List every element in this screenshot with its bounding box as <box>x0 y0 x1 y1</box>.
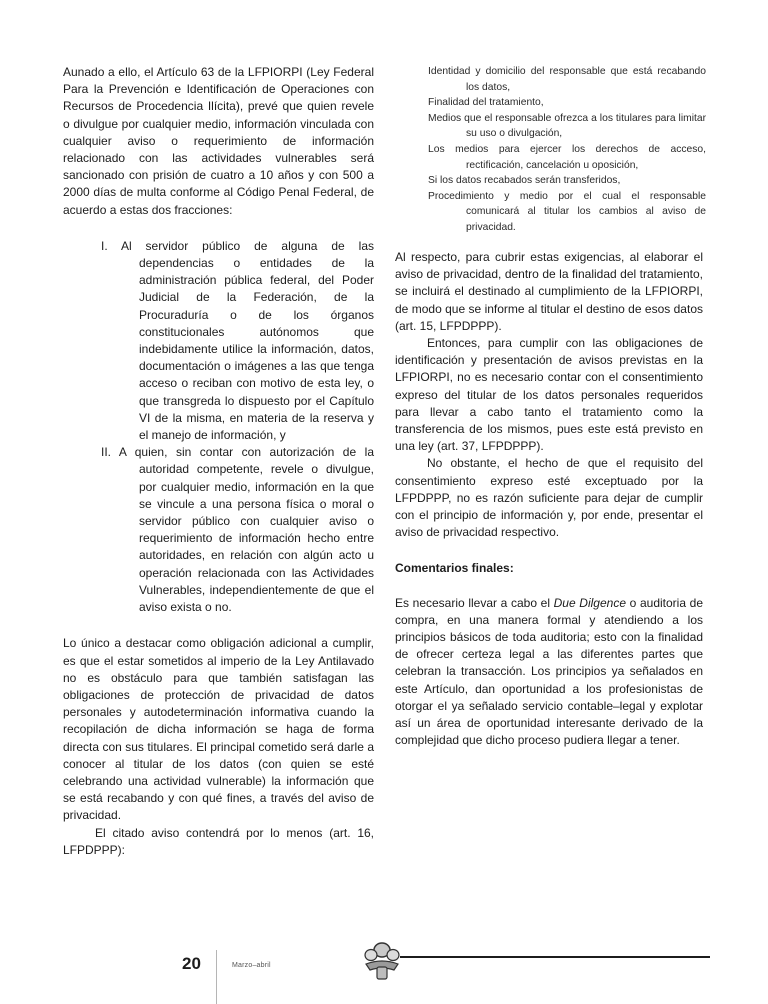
left-column <box>63 64 374 859</box>
issue-label: Marzo–abril <box>232 962 271 969</box>
list-item: II. A quien, sin contar con autorización de la autoridad competente, revele o divulgue, por cualquier medio, información en la que se vincule a una persona física o moral o servidor público con cualquier aviso o requerimiento de información hecho entre autoridades, en relación con algún acto u operación relacionada con las Actividades Vulnerables, independientemente de que el aviso exista o no. <box>101 445 374 615</box>
text-run: Es necesario llevar a cabo el <box>395 595 554 610</box>
paragraph: El citado aviso contendrá por lo menos (art. 16, LFPDPPP): <box>63 825 374 857</box>
italic-term: Due Dilgence <box>553 595 626 610</box>
section-heading: Comentarios finales: <box>395 561 514 576</box>
paragraph: Aunado a ello, el Artículo 63 de la LFPIORPI (Ley Federal Para la Prevención e Identificación de Operaciones con Recursos de Procedencia Ilícita), prevé que quien revele o divulgue por cualquier medio, información vinculada con cualquier aviso o requerimiento de información relacionado con las actividades vulnerables será sancionado con prisión de cuatro a 10 años y con 500 a 2000 días de multa conforme al Código Penal Federal, de acuerdo a estas dos fracciones: <box>63 65 374 217</box>
text-run: o auditoria de compra, en una manera formal y atendiendo a los principios básicos de toda auditoria; esto con la finalidad de ofrecer certeza legal a las diferentes partes que celebran la transacción. Los principios ya señalados en este Artículo, dan oportunidad a los profesionistas de otorgar el ya señalado servicio contable–legal y explotar así un área de oportunidad interesante derivado de la complejidad que dicho proceso pudiera llegar a tener. <box>395 595 703 748</box>
fractions-list <box>101 238 374 616</box>
list-item: Los medios para ejercer los derechos de acceso, rectificación, cancelación u oposición, <box>428 143 706 171</box>
page-number: 20 <box>182 954 201 973</box>
paragraph: Al respecto, para cubrir estas exigencias, al elaborar el aviso de privacidad, dentro de la finalidad del tratamiento, se incluirá el destinado al cumplimiento de la LFPIORPI, de modo que se informe al titular el destino de esos datos (art. 15, LFPDPPP). <box>395 250 703 333</box>
list-item: Medios que el responsable ofrezca a los titulares para limitar su uso o divulgación, <box>428 112 706 140</box>
list-item: Finalidad del tratamiento, <box>428 97 544 109</box>
footer-rule <box>400 956 710 958</box>
privacy-notice-requirements-list <box>428 64 706 236</box>
paragraph: No obstante, el hecho de que el requisito del consentimiento expreso esté exceptuado por la LFPDPPP, no es razón suficiente para dejar de cumplir con el principio de información y, por ende, presentar el aviso de privacidad respectivo. <box>395 456 703 540</box>
list-item: Identidad y domicilio del responsable que está recabando los datos, <box>428 66 706 93</box>
paragraph <box>395 595 703 750</box>
paragraph: Lo único a destacar como obligación adicional a cumplir, es que el estar sometidos al imperio de la Ley Antilavado no es obstáculo para que también satisfagan las obligaciones de protección de privacidad de datos personales y autodeterminación informativa cuando la recopilación de dicha información se haga de forma directa con sus titulares. El principal cometido será darle a conocer al titular de los datos (con quien se esté celebrando una actividad vulnerable) la información que se está recabando y con qué fines, a través del aviso de privacidad. <box>63 636 374 823</box>
list-item: I. Al servidor público de alguna de las dependencias o entidades de la administración pública federal, del Poder Judicial de la Federación, de la Procuraduría o de los órganos constitucionales autónomos que indebidamente utilice la información, datos, documentación o imágenes a las que tenga acceso o reciban con motivo de esta ley, o que transgreda lo dispuesto por el Capítulo VI de la misma, en materia de la reserva y el manejo de información, y <box>101 238 374 443</box>
list-item: Procedimiento y medio por el cual el responsable comunicará al titular los cambios al aviso de privacidad. <box>428 190 706 233</box>
right-column <box>395 249 703 749</box>
list-item: Si los datos recabados serán transferidos, <box>428 175 621 187</box>
footer-divider <box>216 950 217 1004</box>
publication-logo-icon <box>360 938 404 982</box>
paragraph: Entonces, para cumplir con las obligaciones de identificación y presentación de avisos previstas en la LFPIORPI, no es necesario contar con el consentimiento expreso del titular de los datos personales requeridos para llevar a cabo tanto el tratamiento como la transferencia de los mismos, pues este está previsto en una ley (art. 37, LFPDPPP). <box>395 336 703 454</box>
